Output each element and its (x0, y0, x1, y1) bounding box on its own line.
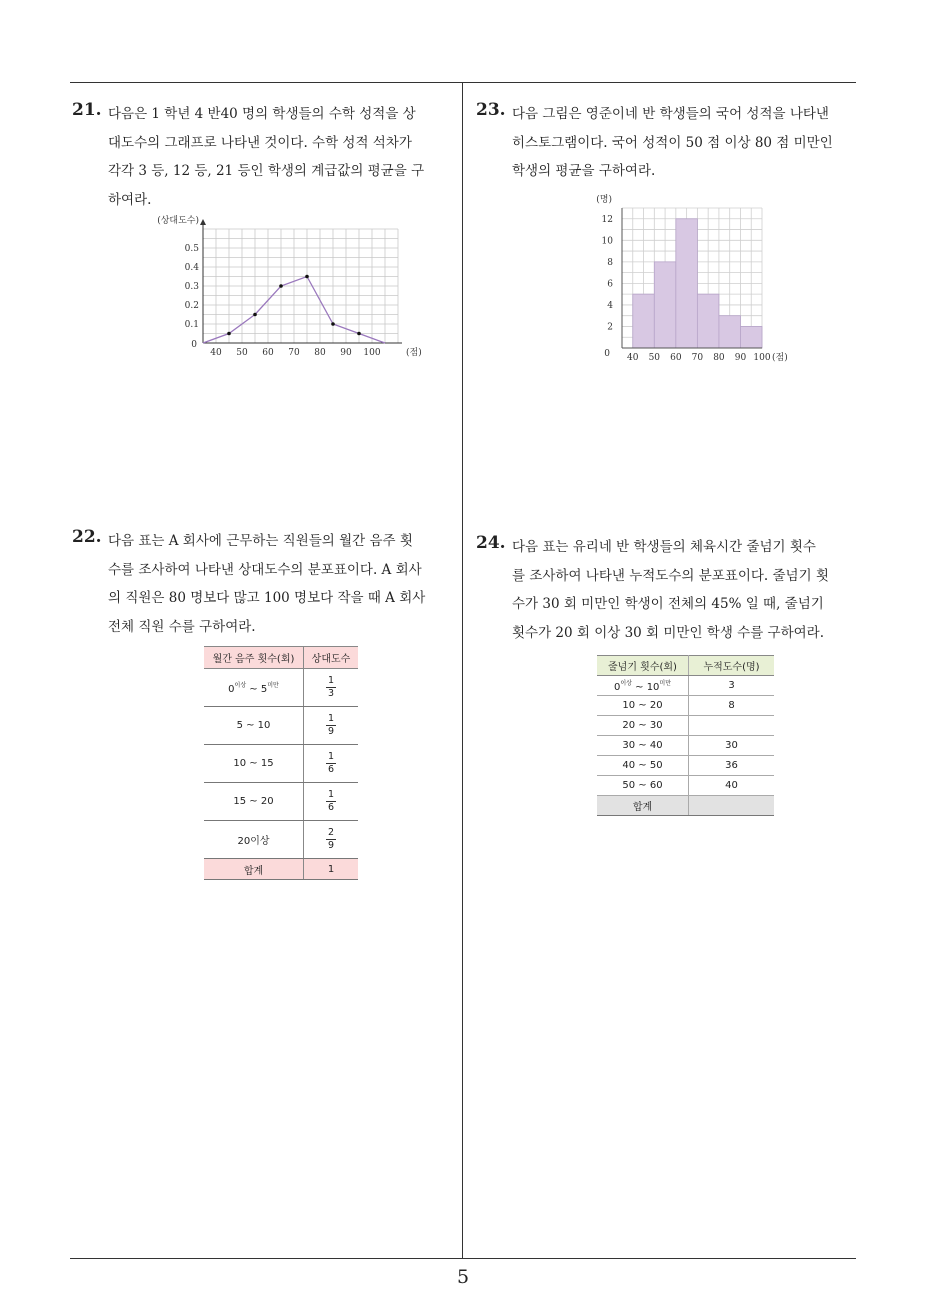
sup-label: 이상 (620, 680, 632, 687)
histogram-bar (719, 316, 741, 348)
x-tick-label: 60 (262, 348, 274, 358)
problem-line: 각각 3 등, 12 등, 21 등인 학생의 계급값의 평균을 구 (108, 163, 425, 179)
problem-text (512, 100, 833, 186)
table-row (597, 776, 774, 796)
problem-line: 다음 그림은 영준이네 반 학생들의 국어 성적을 나타낸 (512, 106, 829, 122)
table-row (204, 669, 358, 707)
y-tick-label: 0.1 (184, 320, 199, 330)
table-cell (304, 745, 359, 783)
problem-line: 다음 표는 유리네 반 학생들의 체육시간 줄넘기 횟수 (512, 539, 816, 555)
y-tick-label: 0.2 (184, 301, 199, 311)
x-tick-label: 90 (734, 353, 747, 363)
y-axis-label: (명) (596, 195, 612, 205)
problem-number: 24. (476, 533, 506, 553)
table-cell: 10 ~ 20 (597, 696, 689, 716)
fraction (326, 751, 336, 776)
x-tick-label: 80 (314, 348, 326, 358)
data-point (227, 332, 231, 336)
table-row (204, 783, 358, 821)
table-cell: $0^{이상}$ ~ $5^{미만}$ (204, 669, 304, 707)
table-header: 월간 음주 횟수(회) (204, 647, 304, 669)
fraction (326, 713, 336, 738)
x-axis-label: (점) (772, 353, 788, 363)
histogram-bar (697, 294, 719, 348)
x-tick-label: 100 (753, 353, 771, 363)
denominator: 3 (327, 688, 335, 699)
problem-line: 수가 30 회 미만인 학생이 전체의 45% 일 때, 줄넘기 (512, 596, 824, 612)
table-cell: 40 (689, 776, 775, 796)
problem-line: 대도수의 그래프로 나타낸 것이다. 수학 성적 석차가 (108, 134, 412, 151)
table-cell: 30 (689, 736, 775, 756)
numerator: 1 (327, 751, 335, 762)
problem-line: 학생의 평균을 구하여라. (512, 163, 656, 179)
table-cell (689, 796, 775, 816)
problem-line: 다음은 1 학년 4 반40 명의 학생들의 수학 성적을 상 (108, 106, 416, 122)
problem-line: 의 직원은 80 명보다 많고 100 명보다 작을 때 A 회사 (108, 590, 426, 606)
problem-line: 히스토그램이다. 국어 성적이 50 점 이상 80 점 미만인 (512, 134, 833, 151)
table-cell: 20이상 (204, 821, 304, 859)
y-tick-label: 4 (607, 300, 613, 311)
problem-line: 전체 직원 수를 구하여라. (108, 618, 256, 635)
data-point (279, 284, 283, 288)
table-cell (304, 707, 359, 745)
column-divider (462, 82, 463, 1258)
table-header: 누적도수(명) (689, 656, 775, 676)
table-cell: $0^{이상}$ ~ $10^{미만}$ (597, 676, 689, 696)
y-tick-label: 0.3 (184, 282, 199, 292)
x-tick-label: 50 (236, 348, 248, 358)
x-tick-label: 60 (670, 353, 682, 363)
y-tick-label: 0.4 (184, 263, 199, 273)
data-point (331, 322, 335, 326)
x-tick-label: 90 (340, 348, 352, 358)
problem-text (512, 533, 829, 647)
fraction (326, 789, 336, 814)
x-tick-label: 70 (691, 353, 704, 363)
origin-label: 0 (191, 340, 197, 350)
table-row (204, 745, 358, 783)
table-cell (304, 783, 359, 821)
problem-line: 를 조사하여 나타낸 누적도수의 분포표이다. 줄넘기 횟 (512, 567, 829, 584)
table-cell: 36 (689, 756, 775, 776)
problem-text (108, 100, 424, 214)
sup-label: 미만 (267, 682, 279, 689)
table-cell: 3 (689, 676, 775, 696)
table-row (597, 676, 774, 696)
table-cell: 1 (304, 859, 359, 880)
numerator: 2 (327, 827, 335, 838)
chart-histogram (590, 193, 790, 373)
data-point (305, 275, 309, 279)
table-cell (304, 669, 359, 707)
table-row (597, 736, 774, 756)
data-point (357, 332, 361, 336)
relative-frequency-table (204, 646, 358, 880)
table-cell: 10 ~ 15 (204, 745, 304, 783)
histogram-bar (654, 262, 676, 348)
table-header-row (204, 647, 358, 669)
table-row (597, 716, 774, 736)
table-row (597, 756, 774, 776)
histogram-bar (633, 294, 655, 348)
table-cell (689, 716, 775, 736)
table-header: 줄넘기 횟수(회) (597, 656, 689, 676)
frequency-polygon-svg (140, 215, 430, 365)
table-cell: 8 (689, 696, 775, 716)
numerator: 1 (327, 713, 335, 724)
histogram-bar (740, 326, 762, 348)
fraction (326, 675, 336, 700)
bottom-rule (70, 1258, 856, 1259)
numerator: 1 (327, 789, 335, 800)
y-axis-label: (상대도수) (157, 216, 199, 226)
table-cell: 40 ~ 50 (597, 756, 689, 776)
denominator: 6 (327, 764, 335, 775)
table-row (204, 821, 358, 859)
histogram-bar (676, 219, 698, 348)
table-header-row (597, 656, 774, 676)
y-tick-label: 8 (607, 257, 613, 268)
table-total-row (597, 796, 774, 816)
table-row (597, 696, 774, 716)
top-rule (70, 82, 856, 83)
origin-label: 0 (604, 349, 610, 359)
table-row (204, 707, 358, 745)
range-start: 0 (613, 682, 621, 693)
x-tick-label: 40 (210, 348, 222, 358)
problem-line: 하여라. (108, 191, 152, 208)
problem-line: 수를 조사하여 나타낸 상대도수의 분포표이다. A 회사 (108, 561, 422, 578)
table-cell: 30 ~ 40 (597, 736, 689, 756)
fraction (326, 827, 336, 852)
x-tick-label: 100 (363, 348, 381, 358)
cumulative-frequency-table (597, 655, 774, 816)
table-header: 상대도수 (304, 647, 359, 669)
y-tick-label: 6 (607, 279, 613, 290)
table-cell (304, 821, 359, 859)
range-start: 0 (228, 684, 235, 695)
table-cell: 15 ~ 20 (204, 783, 304, 821)
problem-line: 다음 표는 A 회사에 근무하는 직원들의 월간 음주 횟 (108, 533, 413, 549)
table-cell: 50 ~ 60 (597, 776, 689, 796)
problem-number: 21. (72, 100, 102, 120)
x-tick-label: 40 (627, 353, 639, 363)
y-tick-label: 0.5 (184, 244, 199, 254)
numerator: 1 (327, 675, 335, 686)
x-axis-label: (점) (406, 348, 422, 358)
range-end: 10 (646, 682, 660, 693)
problem-number: 22. (72, 527, 102, 547)
histogram-svg (590, 193, 790, 373)
sup-label: 미만 (659, 680, 672, 687)
y-tick-label: 10 (601, 236, 613, 247)
denominator: 9 (327, 840, 335, 851)
problem-line: 횟수가 20 회 이상 30 회 미만인 학생 수를 구하여라. (512, 624, 825, 641)
y-tick-label: 12 (601, 214, 613, 225)
y-axis-arrow (200, 219, 206, 225)
x-tick-label: 80 (713, 353, 725, 363)
x-tick-label: 70 (288, 348, 300, 358)
sup-label: 이상 (234, 682, 247, 689)
y-tick-label: 2 (607, 322, 613, 333)
problem-text (108, 527, 425, 641)
denominator: 6 (327, 802, 335, 813)
table-cell: 5 ~ 10 (204, 707, 304, 745)
chart-frequency-polygon (140, 215, 430, 365)
denominator: 9 (327, 726, 335, 737)
x-tick-label: 50 (648, 353, 661, 363)
table-total-row (204, 859, 358, 880)
page-number: 5 (456, 1266, 470, 1288)
table-cell: 합계 (204, 859, 304, 880)
data-point (253, 313, 257, 317)
range-end: 5 (260, 684, 268, 695)
table-cell: 20 ~ 30 (597, 716, 689, 736)
table-cell: 합계 (597, 796, 689, 816)
problem-number: 23. (476, 100, 506, 120)
